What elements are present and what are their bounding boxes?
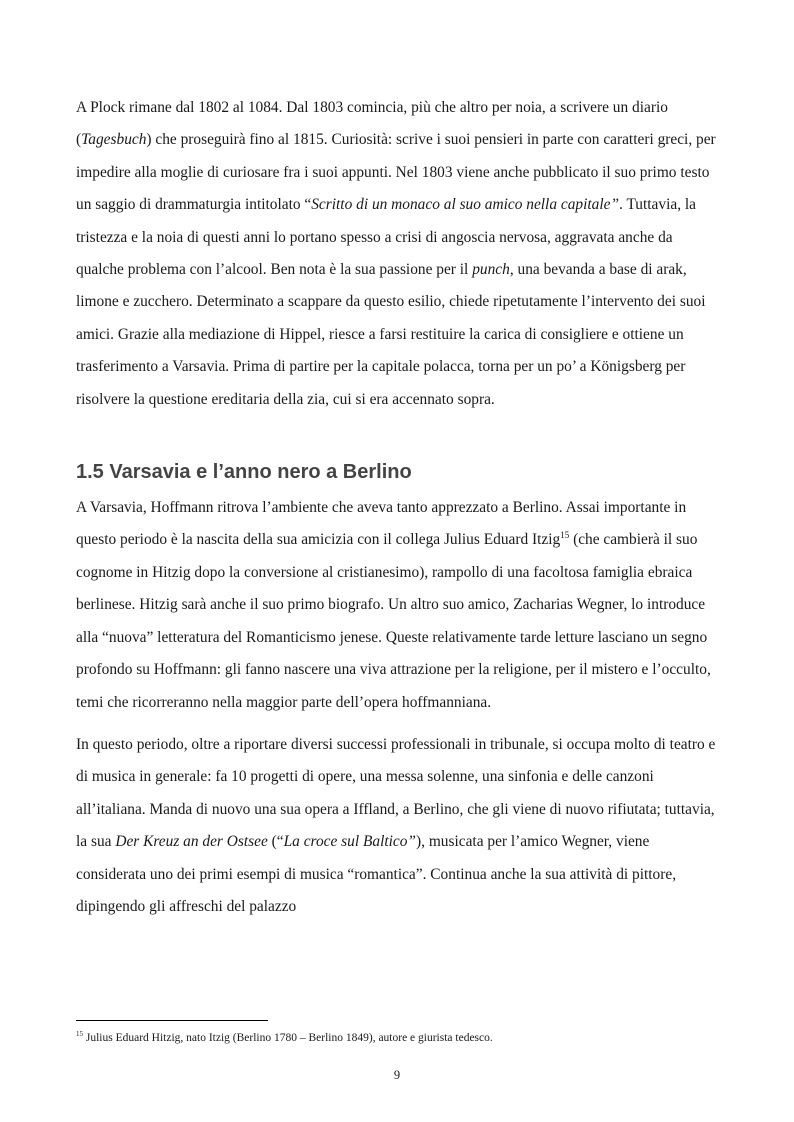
section-heading: 1.5 Varsavia e l’anno nero a Berlino: [76, 461, 412, 484]
text-run: . Tuttavia, la tristezza e la noia di questi anni lo portano spesso a crisi di angoscia nervosa, aggravata anche da qualche problema con l’alcool. Ben nota è la sua passione per il: [76, 196, 696, 279]
text-run: (“: [267, 833, 284, 851]
italic-tagesbuch: Tagesbuch: [81, 131, 147, 149]
text-run: , una bevanda a base di arak, limone e zucchero. Determinato a scappare da questo esilio, chiede ripetutamente l’intervento dei suoi amici. Grazie alla mediazione di Hippel, riesce a farsi restituire la carica di consigliere e ottiene un trasferimento a Varsavia. Prima di partire per la capitale polacca, torna per un po’ a Königsberg per risolvere la questione ereditaria della zia, cui si era accennato sopra.: [76, 261, 706, 408]
page-body: [76, 92, 716, 923]
text-run: ) che proseguirà fino al 1815. Curiosità: scrive i suoi pensieri in parte con caratteri greci, per impedire alla moglie di curiosare fra i suoi appunti. Nel 1803 viene anche pubblicato il suo primo testo un saggio di drammaturgia intitolato “: [76, 131, 716, 214]
italic-punch: punch: [472, 261, 510, 279]
footnote: [76, 1030, 716, 1046]
footnote-text: Julius Eduard Hitzig, nato Itzig (Berlino 1780 – Berlino 1849), autore e giurista tedesco.: [83, 1032, 493, 1044]
italic-der-kreuz: Der Kreuz an der Ostsee: [115, 833, 268, 851]
text-run: ), musicata per l’amico Wegner, viene considerata uno dei primi esempi di musica “romantica”. Continua anche la sua attività di pittore, dipingendo gli affreschi del palazzo: [76, 833, 677, 915]
text-run: A Varsavia, Hoffmann ritrova l’ambiente che aveva tanto apprezzato a Berlino. Assai importante in questo periodo è la nascita della sua amicizia con il collega Julius Eduard Itzig: [76, 499, 687, 549]
page-number: 9: [393, 1068, 401, 1082]
text-run: (che cambierà il suo cognome in Hitzig dopo la conversione al cristianesimo), rampollo di una facoltosa famiglia ebraica berlinese. Hitzig sarà anche il suo primo biografo. Un altro suo amico, Zacharias Wegner, lo introduce alla “nuova” letteratura del Romanticismo jenese. Queste relativamente tarde letture lasciano un segno profondo su Hoffmann: gli fanno nascere una viva attrazione per la religione, per il mistero e l’occulto, temi che ricorreranno nella maggior parte dell’opera hoffmanniana.: [76, 531, 711, 711]
footnote-separator: [76, 1020, 268, 1021]
paragraph-plock: [76, 92, 716, 416]
footnote-reference: 15: [560, 530, 570, 541]
footnote-marker: 15: [76, 1030, 83, 1039]
italic-la-croce: La croce sul Baltico”: [283, 833, 416, 851]
text-run: A Plock rimane dal 1802 al 1084. Dal 1803 comincia, più che altro per noia, a scrivere un diario (: [76, 99, 668, 149]
italic-title-scritto: Scritto di un monaco al suo amico nella capitale”: [311, 196, 620, 214]
text-run: In questo periodo, oltre a riportare diversi successi professionali in tribunale, si occupa molto di teatro e di musica in generale: fa 10 progetti di opere, una messa solenne, una sinfonia e delle canzoni all’italiana. Manda di nuovo una sua opera a Iffland, a Berlino, che gli viene di nuovo rifiutata; tuttavia, la sua: [76, 735, 716, 851]
paragraph-varsavia: [76, 492, 716, 719]
paragraph-periodo: [76, 729, 716, 923]
